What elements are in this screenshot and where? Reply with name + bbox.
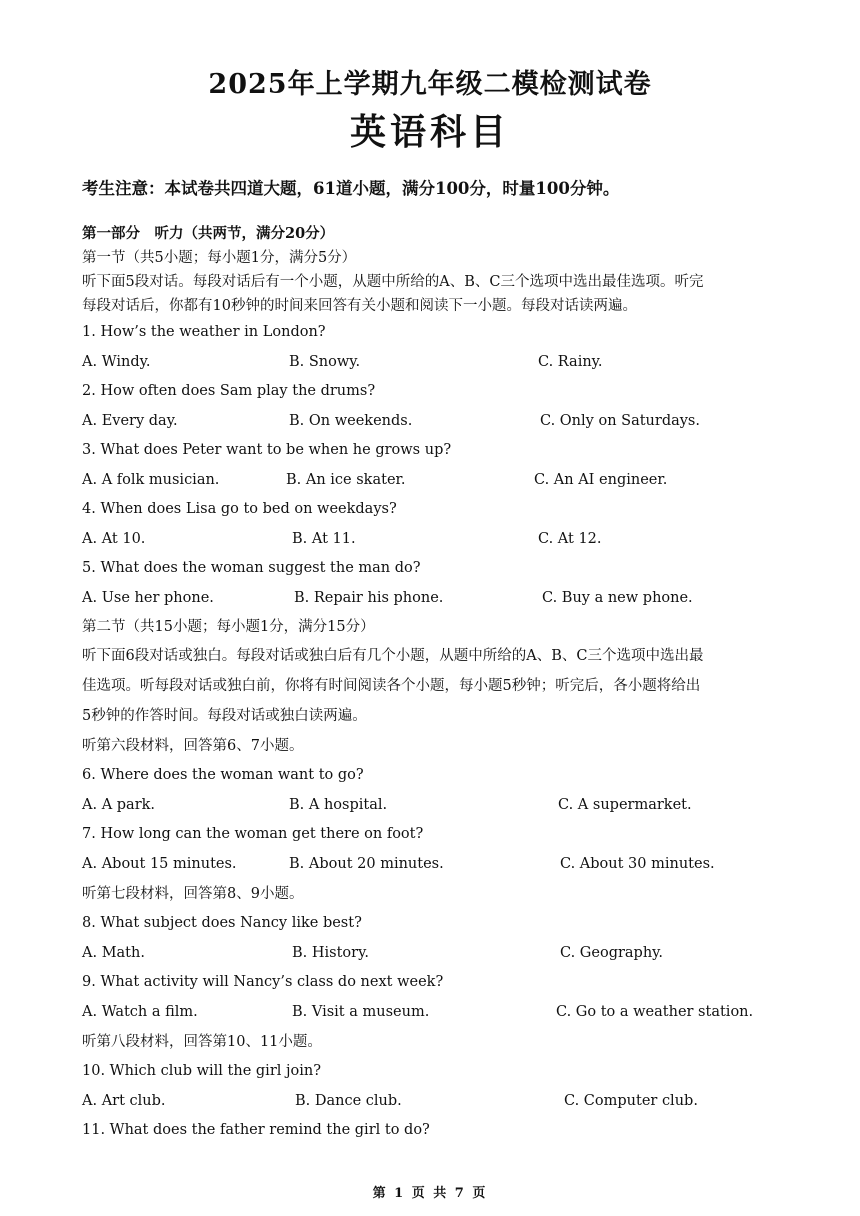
question-text: 10. Which club will the girl join? <box>82 1063 321 1079</box>
option-b: B. At 11. <box>292 531 356 547</box>
page-number: 第 1 页 共 7 页 <box>372 1186 488 1201</box>
instruction-line: 听下面6段对话或独白。每段对话或独白后有几个小题，从题中所给的A、B、C三个选项中选出最 <box>82 648 704 664</box>
section1-heading: 第一节（共5小题；每小题1分，满分5分） <box>82 250 357 266</box>
option-b: B. Snowy. <box>289 354 361 370</box>
question-text: 11. What does the father remind the girl to do? <box>82 1122 430 1138</box>
options-row <box>82 524 782 554</box>
option-c: C. Computer club. <box>564 1093 698 1109</box>
options-row <box>82 465 782 495</box>
material-heading: 听第七段材料，回答第8、9小题。 <box>82 886 304 902</box>
option-b: B. Repair his phone. <box>294 590 444 606</box>
option-c: C. At 12. <box>538 531 602 547</box>
instruction-line: 听下面5段对话。每段对话后有一个小题，从题中所给的A、B、C三个选项中选出最佳选项。听完 <box>82 274 704 290</box>
material-heading: 听第六段材料，回答第6、7小题。 <box>82 738 304 754</box>
exam-subject: 英语科目 <box>349 111 510 153</box>
option-b: B. About 20 minutes. <box>289 856 444 872</box>
question-text: 2. How often does Sam play the drums? <box>82 383 376 399</box>
option-b: B. An ice skater. <box>286 472 406 488</box>
exam-notice: 考生注意：本试卷共四道大题，61道小题，满分100分，时量100分钟。 <box>82 179 620 198</box>
question-text: 9. What activity will Nancy’s class do next week? <box>82 974 444 990</box>
option-c: C. A supermarket. <box>558 797 692 813</box>
question-text: 7. How long can the woman get there on foot? <box>82 826 424 842</box>
option-c: C. An AI engineer. <box>534 472 668 488</box>
option-b: B. Visit a museum. <box>292 1004 430 1020</box>
option-a: A. Use her phone. <box>82 590 214 606</box>
question-text: 4. When does Lisa go to bed on weekdays? <box>82 501 397 517</box>
option-a: A. Windy. <box>82 354 151 370</box>
exam-title: 2025年上学期九年级二模检测试卷 <box>208 69 652 100</box>
option-a: A. Watch a film. <box>82 1004 198 1020</box>
option-c: C. About 30 minutes. <box>560 856 715 872</box>
part1-heading: 第一部分 听力（共两节，满分20分） <box>82 225 335 242</box>
options-row <box>82 347 782 377</box>
options-row <box>82 997 782 1027</box>
question-text: 6. Where does the woman want to go? <box>82 767 364 783</box>
option-c: C. Only on Saturdays. <box>540 413 700 429</box>
options-row <box>82 790 782 820</box>
option-a: A. Art club. <box>82 1093 166 1109</box>
question-text: 1. How’s the weather in London? <box>82 324 326 340</box>
instruction-line: 佳选项。听每段对话或独白前，你将有时间阅读各个小题，每小题5秒钟；听完后，各小题将给出 <box>82 678 701 694</box>
option-c: C. Buy a new phone. <box>542 590 693 606</box>
option-b: B. Dance club. <box>295 1093 402 1109</box>
instruction-line: 5秒钟的作答时间。每段对话或独白读两遍。 <box>82 708 367 724</box>
option-a: A. Every day. <box>82 413 178 429</box>
options-row <box>82 406 782 436</box>
section2-heading: 第二节（共15小题；每小题1分，满分15分） <box>82 619 375 635</box>
question-text: 5. What does the woman suggest the man do? <box>82 560 421 576</box>
question-text: 3. What does Peter want to be when he grows up? <box>82 442 452 458</box>
instruction-line: 每段对话后，你都有10秒钟的时间来回答有关小题和阅读下一小题。每段对话读两遍。 <box>82 298 637 314</box>
option-a: A. A folk musician. <box>82 472 220 488</box>
options-row <box>82 849 782 879</box>
option-c: C. Rainy. <box>538 354 603 370</box>
option-c: C. Go to a weather station. <box>556 1004 754 1020</box>
option-b: B. History. <box>292 945 369 961</box>
option-a: A. About 15 minutes. <box>82 856 237 872</box>
question-text: 8. What subject does Nancy like best? <box>82 915 362 931</box>
option-a: A. A park. <box>82 797 156 813</box>
section2-instructions <box>82 641 782 731</box>
option-b: B. A hospital. <box>289 797 388 813</box>
option-b: B. On weekends. <box>289 413 413 429</box>
material-heading: 听第八段材料，回答第10、11小题。 <box>82 1034 322 1050</box>
options-row <box>82 1086 782 1116</box>
option-c: C. Geography. <box>560 945 664 961</box>
section1-instructions <box>82 270 782 318</box>
options-row <box>82 938 782 968</box>
options-row <box>82 583 782 613</box>
option-a: A. Math. <box>82 945 145 961</box>
exam-content <box>82 222 782 1145</box>
option-a: A. At 10. <box>82 531 146 547</box>
